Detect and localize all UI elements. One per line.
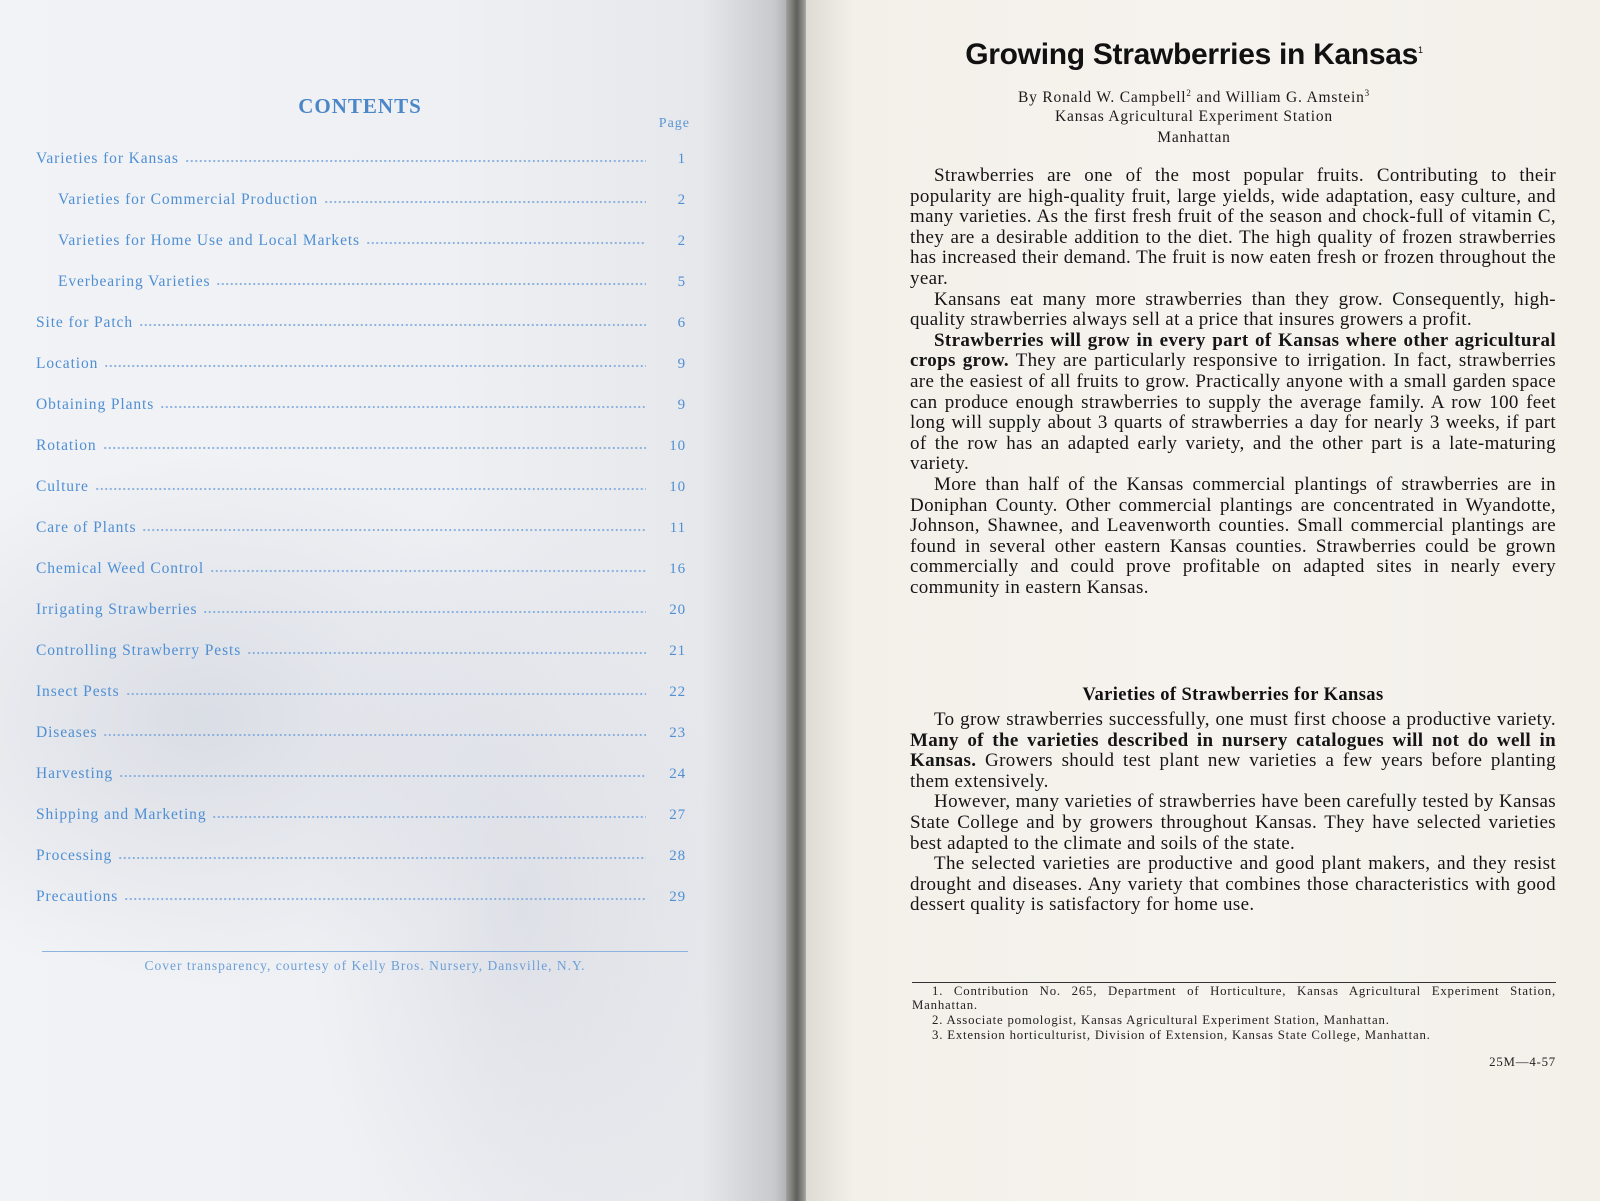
dot-leader <box>118 856 646 860</box>
footnote: 2. Associate pomologist, Kansas Agricultural Experiment Station, Manhattan. <box>932 1012 1390 1027</box>
toc-entry <box>36 847 686 869</box>
toc-entry-page: 9 <box>677 397 686 413</box>
divider <box>42 951 688 952</box>
toc-entry-label: Harvesting <box>36 765 114 782</box>
footnote: 3. Extension horticulturist, Division of Extension, Kansas State College, Manhattan. <box>932 1027 1431 1042</box>
toc-entry <box>36 519 686 541</box>
toc-entry-label: Diseases <box>36 724 98 741</box>
toc-entry-label: Varieties for Commercial Production <box>58 191 319 208</box>
toc-entry-page: 23 <box>669 725 686 741</box>
toc-entry-page: 10 <box>669 438 686 454</box>
toc-entry-label: Everbearing Varieties <box>58 273 211 290</box>
toc-entry-label: Varieties for Kansas <box>36 150 179 167</box>
toc-entry <box>36 560 686 582</box>
toc-entry-label: Location <box>36 355 99 372</box>
toc-entry <box>36 150 686 172</box>
dot-leader <box>247 651 646 655</box>
article-title-text: Growing Strawberries in Kansas <box>965 38 1419 71</box>
paragraph <box>910 710 1556 792</box>
toc-entry <box>36 806 686 828</box>
footnote-divider <box>912 982 1556 983</box>
toc-entry <box>36 273 686 295</box>
toc-entry-page: 28 <box>669 848 686 864</box>
article-title <box>914 38 1474 72</box>
toc-entry-page: 1 <box>677 151 686 167</box>
toc-entry-page: 20 <box>669 602 686 618</box>
paragraph-text: To grow strawberries successfully, one must first choose a productive variety. <box>934 709 1556 730</box>
toc-entry-label: Obtaining Plants <box>36 396 155 413</box>
toc-entry-page: 27 <box>669 807 686 823</box>
footnote-marker: 1 <box>1418 45 1423 55</box>
dot-leader <box>104 364 646 368</box>
dot-leader <box>203 610 646 614</box>
toc-entry-label: Varieties for Home Use and Local Markets <box>58 232 360 249</box>
dot-leader <box>139 323 646 327</box>
toc-entry-page: 29 <box>669 889 686 905</box>
page-column-heading: Page <box>658 116 690 131</box>
dot-leader <box>103 733 646 737</box>
dot-leader <box>119 774 646 778</box>
footnotes <box>912 985 1556 1044</box>
toc-entry-label: Rotation <box>36 437 97 454</box>
toc-entry <box>36 601 686 623</box>
paragraph-text: They are particularly responsive to irrigation. In fact, strawberries are the easiest of all fruits to grow. Practically anyone with a small garden space can produce enough strawberries to supply the average family. A row 100 feet long will supply about 3 quarts of strawberries a day for nearly 3 weeks, if part of the row has an adapted early variety, and the other part is a late-maturing variety. <box>910 350 1556 475</box>
toc-entry-page: 22 <box>669 684 686 700</box>
toc-entry <box>36 191 686 213</box>
section-text <box>910 710 1556 916</box>
toc-entry <box>36 437 686 459</box>
toc-entry-page: 21 <box>669 643 686 659</box>
footnote-marker: 2 <box>1186 88 1192 98</box>
toc-entry <box>36 888 686 910</box>
byline-author-1: By Ronald W. Campbell <box>1018 89 1187 107</box>
toc-entry-page: 10 <box>669 479 686 495</box>
dot-leader <box>212 815 646 819</box>
toc-entry-label: Site for Patch <box>36 314 133 331</box>
contents-title: CONTENTS <box>298 94 422 118</box>
byline-author-2: and William G. Amstein <box>1191 89 1365 107</box>
toc-entry-page: 16 <box>669 561 686 577</box>
paragraph: Kansans eat many more strawberries than they grow. Consequently, high-quality strawberries always sell at a price that insures growers a profit. <box>910 288 1556 331</box>
footnote-marker: 3 <box>1364 88 1370 98</box>
paragraph: The selected varieties are productive and good plant makers, and they resist drought and diseases. Any variety that combines those characteristics with good dessert quality is satisfactory for home use. <box>910 853 1556 916</box>
toc-entry <box>36 765 686 787</box>
dot-leader <box>366 241 646 245</box>
toc-entry-label: Processing <box>36 847 113 864</box>
toc-entry <box>36 396 686 418</box>
toc-entry-label: Irrigating Strawberries <box>36 601 198 618</box>
paragraph <box>910 331 1556 475</box>
dot-leader <box>124 897 646 901</box>
toc-entry <box>36 478 686 500</box>
dot-leader <box>126 692 646 696</box>
toc-entry-page: 5 <box>677 274 686 290</box>
toc-entry <box>36 724 686 746</box>
section-heading: Varieties of Strawberries for Kansas <box>1082 685 1384 705</box>
paragraph: Strawberries are one of the most popular fruits. Contributing to their popularity are high-quality fruit, large yields, wide adaptation, easy culture, and many varieties. As the first fresh fruit of the season and chock-full of vitamin C, they are a desirable addition to the diet. The high quality of frozen strawberries has increased their demand. The fruit is now eaten fresh or frozen throughout the year. <box>910 165 1556 289</box>
toc-entry-page: 2 <box>677 192 686 208</box>
dot-leader <box>103 446 646 450</box>
intro-text <box>910 166 1556 598</box>
toc-entry-label: Culture <box>36 478 89 495</box>
dot-leader <box>142 528 646 532</box>
toc-entry-label: Insect Pests <box>36 683 120 700</box>
bold-emphasis: Strawberries will grow in every part of Kansas where other agricultural crops grow. <box>910 329 1556 372</box>
dot-leader <box>324 200 646 204</box>
paragraph: More than half of the Kansas commercial plantings of strawberries are in Doniphan County. Other commercial plantings are concentrated in Wyandotte, Johnson, Shawnee, and Leavenworth counties. Small commercial plantings are found in several other eastern Kansas counties. Strawberries could be grown commercially and could prove profitable on adapted sites in nearly every community in eastern Kansas. <box>910 473 1556 598</box>
print-code: 25M—4-57 <box>1489 1055 1556 1069</box>
toc-entry-label: Precautions <box>36 888 119 905</box>
footnote: 1. Contribution No. 265, Department of Horticulture, Kansas Agricultural Experiment Station, Manhattan. <box>912 984 1556 1012</box>
bold-emphasis: Many of the varieties described in nursery catalogues will not do well in Kansas. <box>910 729 1556 772</box>
toc-entry-label: Controlling Strawberry Pests <box>36 642 242 659</box>
toc-entry-page: 11 <box>669 520 686 536</box>
contents-page <box>0 0 798 1201</box>
affiliation: Kansas Agricultural Experiment Station <box>1055 108 1333 125</box>
cover-credit: Cover transparency, courtesy of Kelly Bros. Nursery, Dansville, N.Y. <box>144 958 586 973</box>
article-page <box>806 0 1600 1201</box>
toc-entry <box>36 683 686 705</box>
dot-leader <box>210 569 646 573</box>
toc-entry-label: Shipping and Marketing <box>36 806 207 823</box>
location: Manhattan <box>1157 129 1231 146</box>
byline <box>914 88 1474 107</box>
toc-entry <box>36 314 686 336</box>
dot-leader <box>160 405 646 409</box>
dot-leader <box>185 159 646 163</box>
toc-entry <box>36 355 686 377</box>
toc-entry <box>36 642 686 664</box>
toc-entry-label: Chemical Weed Control <box>36 560 205 577</box>
toc-entry-page: 6 <box>677 315 686 331</box>
toc-entry-page: 2 <box>677 233 686 249</box>
toc-entry-label: Care of Plants <box>36 519 137 536</box>
paragraph-text: Growers should test plant new varieties a few years before planting them extensively. <box>910 750 1556 792</box>
toc-entry <box>36 232 686 254</box>
paragraph: However, many varieties of strawberries have been carefully tested by Kansas State College and by growers throughout Kansas. They have selected varieties best adapted to the climate and soils of the state. <box>910 791 1556 854</box>
toc-entry-page: 9 <box>677 356 686 372</box>
toc-entry-page: 24 <box>669 766 686 782</box>
dot-leader <box>95 487 646 491</box>
dot-leader <box>216 282 646 286</box>
